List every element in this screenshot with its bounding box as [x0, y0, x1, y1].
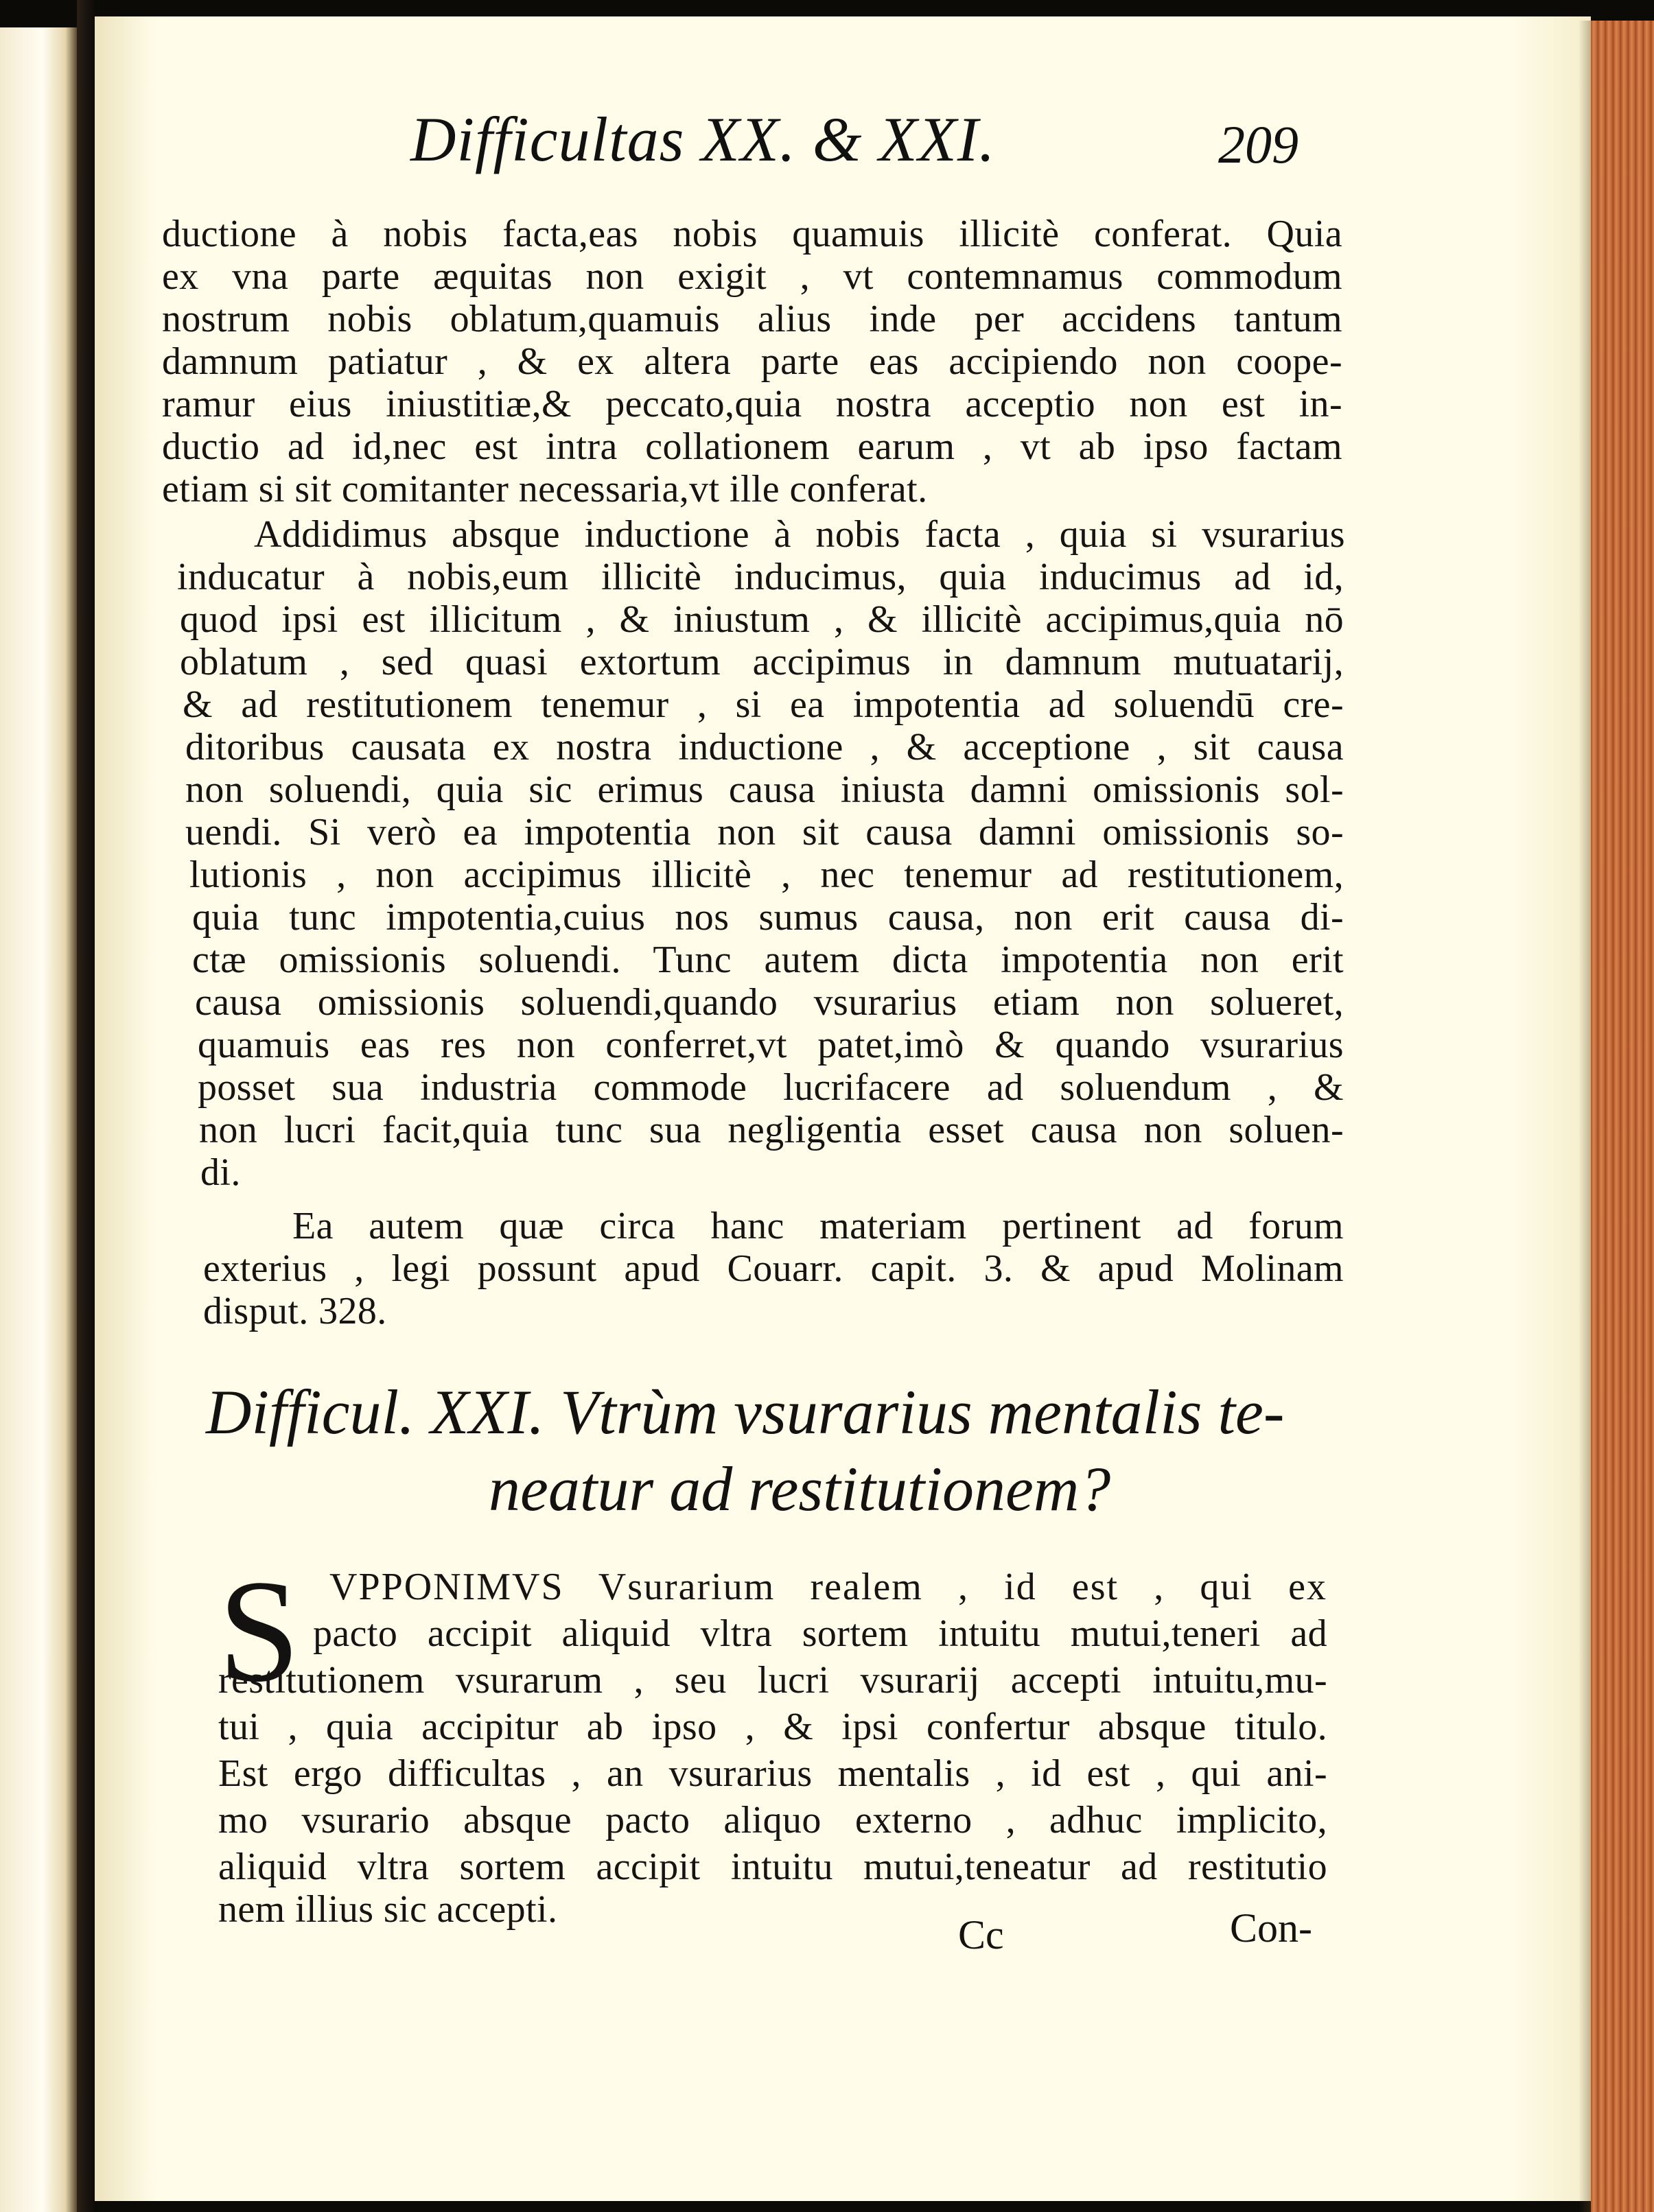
text-line: VPPONIMVS Vsurarium realem , id est , qui ex	[329, 1566, 1327, 1608]
text-line: nostrum nobis oblatum,quamuis alius inde per accidens tantum	[162, 298, 1342, 340]
text-line: uendi. Si verò ea impotentia non sit causa damni omissionis so-	[185, 811, 1344, 854]
text-line: exterius , legi possunt apud Couarr. capit. 3. & apud Molinam	[203, 1247, 1344, 1290]
text-line: non soluendi, quia sic erimus causa iniusta damni omissionis sol-	[185, 768, 1344, 811]
book-fore-edge	[1591, 21, 1654, 2212]
text-line: quia tunc impotentia,cuius nos sumus causa, non erit causa di-	[192, 896, 1344, 939]
text-line: aliquid vltra sortem accipit intuitu mutui,teneatur ad restitutio	[218, 1846, 1327, 1888]
text-line: ramur eius iniustitiæ,& peccato,quia nostra acceptio non est in-	[162, 383, 1342, 425]
text-line: di.	[200, 1151, 241, 1194]
section-heading-line-1: Difficul. XXI. Vtrùm vsurarius mentalis te-	[206, 1377, 1285, 1447]
running-title: Difficultas XX. & XXI.	[410, 104, 996, 174]
text-line: disput. 328.	[203, 1290, 387, 1332]
text-line: ductione à nobis facta,eas nobis quamuis illicitè conferat. Quia	[162, 213, 1342, 255]
text-line: Ea autem quæ circa hanc materiam pertinent ad forum	[292, 1205, 1344, 1247]
drop-cap: S	[218, 1550, 301, 1713]
text-line: tui , quia accipitur ab ipso , & ipsi confertur absque titulo.	[218, 1706, 1327, 1748]
text-line: quod ipsi est illicitum , & iniustum , & illicitè accipimus,quia nō	[180, 598, 1344, 641]
facing-page-edge	[0, 27, 77, 2212]
text-line: ex vna parte æquitas non exigit , vt contemnamus commodum	[162, 255, 1342, 298]
text-line: ditoribus causata ex nostra inductione , & acceptione , sit causa	[185, 726, 1344, 768]
text-line: mo vsurario absque pacto aliquo externo , adhuc implicito,	[218, 1799, 1327, 1842]
text-line: etiam si sit comitanter necessaria,vt ille conferat.	[162, 468, 928, 510]
text-line: ctæ omissionis soluendi. Tunc autem dicta impotentia non erit	[192, 939, 1344, 981]
text-line: quamuis eas res non conferret,vt patet,imò & quando vsurarius	[198, 1024, 1344, 1066]
text-line: damnum patiatur , & ex altera parte eas accipiendo non coope-	[162, 340, 1342, 383]
signature-mark: Cc	[958, 1912, 1004, 1957]
catchword: Con-	[1230, 1905, 1312, 1951]
section-heading-line-2: neatur ad restitutionem?	[489, 1454, 1111, 1524]
book-gutter	[77, 0, 96, 2212]
text-line: restitutionem vsurarum , seu lucri vsurarij accepti intuitu,mu-	[218, 1659, 1327, 1702]
text-line: causa omissionis soluendi,quando vsurarius etiam non solueret,	[195, 981, 1344, 1024]
text-line: lutionis , non accipimus illicitè , nec tenemur ad restitutionem,	[189, 854, 1344, 896]
text-line: posset sua industria commode lucrifacere ad soluendum , &	[198, 1066, 1344, 1109]
text-line: non lucri facit,quia tunc sua negligentia esset causa non soluen-	[199, 1109, 1344, 1151]
text-line: & ad restitutionem tenemur , si ea impotentia ad soluendū cre-	[183, 683, 1344, 726]
text-line: Addidimus absque inductione à nobis facta , quia si vsurarius	[254, 513, 1345, 556]
page-number: 209	[1218, 115, 1298, 174]
text-line: ductio ad id,nec est intra collationem earum , vt ab ipso factam	[162, 425, 1342, 468]
text-line: inducatur à nobis,eum illicitè inducimus, quia inducimus ad id,	[177, 556, 1344, 598]
text-line: nem illius sic accepti.	[218, 1888, 558, 1931]
text-line: Est ergo difficultas , an vsurarius mentalis , id est , qui ani-	[218, 1752, 1327, 1795]
text-line: oblatum , sed quasi extortum accipimus in damnum mutuatarij,	[180, 641, 1344, 683]
text-line: pacto accipit aliquid vltra sortem intuitu mutui,teneri ad	[313, 1612, 1327, 1655]
